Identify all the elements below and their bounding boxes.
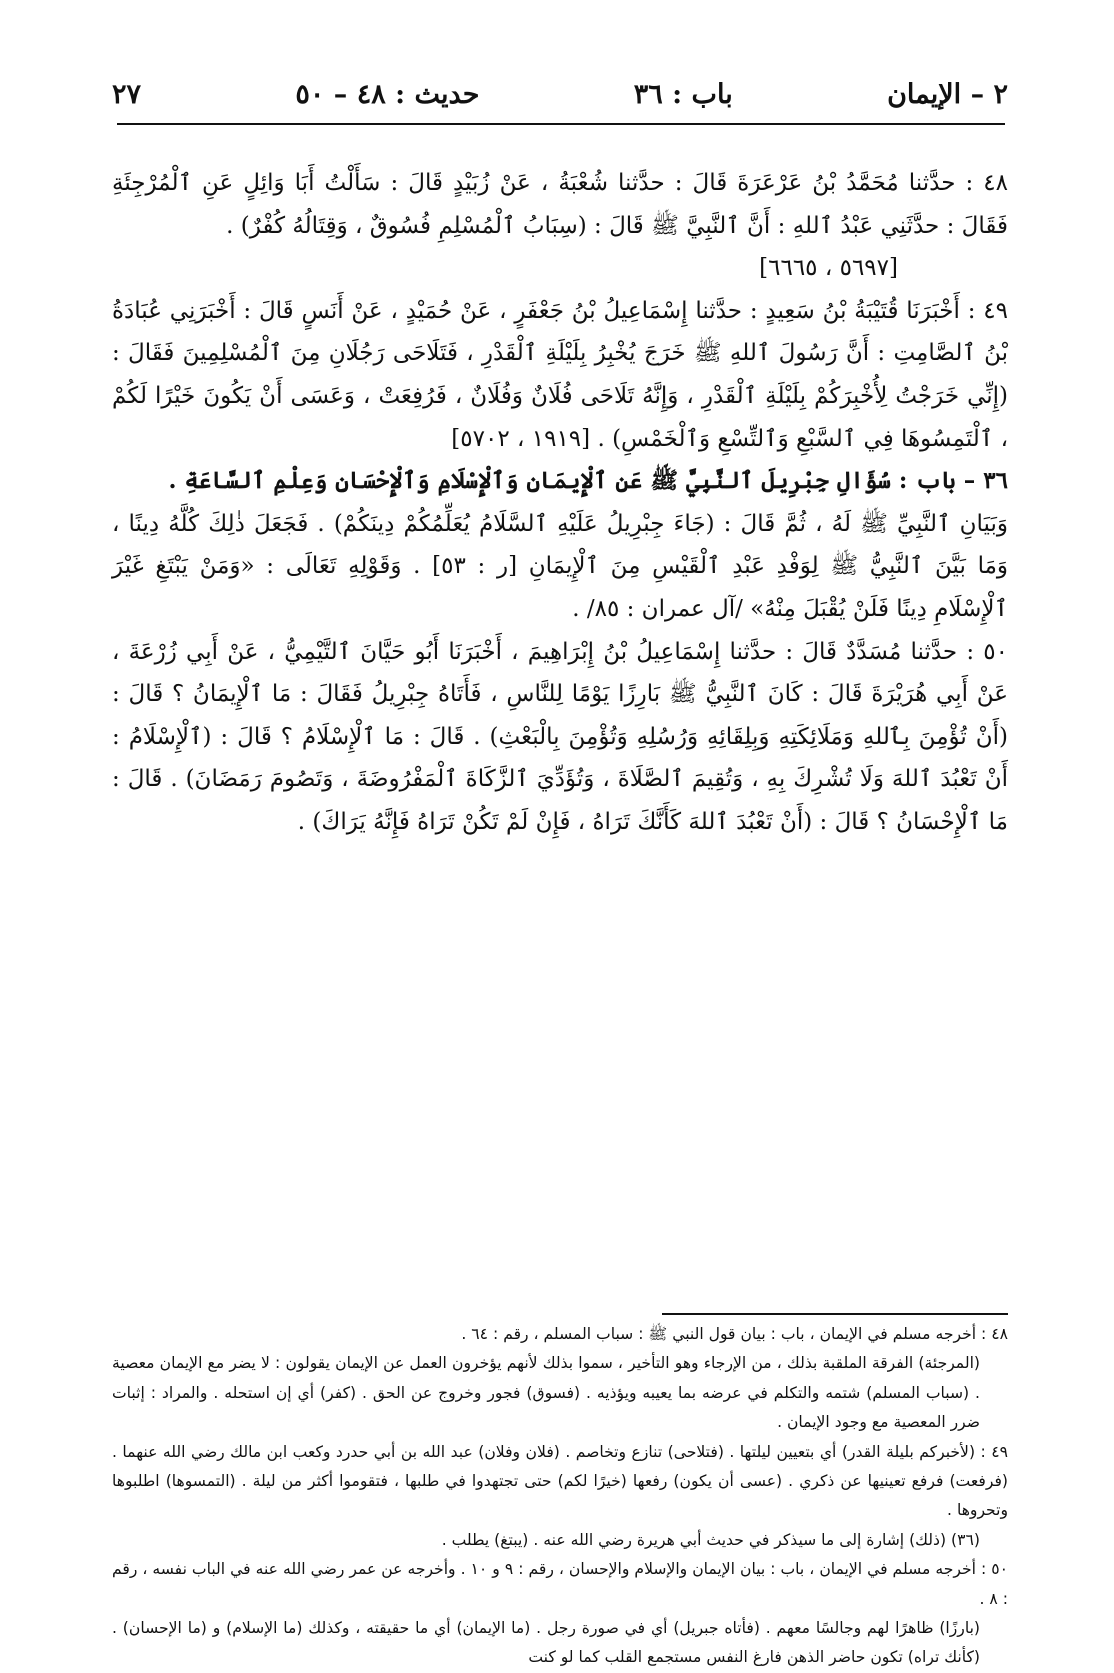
note-50-explanation: (بارزًا) ظاهرًا لهم وجالسًا معهم . (فأتاه جبريل) أي في صورة رجل . (ما الإيمان) أي ما حقيقته ، وكذلك (ما الإسلام) و (ما الإحسان) . (كأنك تراه) تكون حاضر الذهن فارغ النفس مستجمع القلب كما لو كنت [112,1619,980,1667]
page-number: ٢٧ [112,79,142,110]
footnote-divider [662,1313,1008,1315]
footnotes [112,1320,1008,1673]
chapter-heading-36: ٣٦ – باب : سُؤَالِ جِبْرِيلَ ٱلنَّبِيَّ ﷺ عَنِ ٱلْإِيمَانِ وَٱلْإِسْلَامِ وَٱلْإِحْسَانِ وَعِلْمِ ٱلسَّاعَةِ . [168,467,1008,495]
header-hadith-range: حديث : ٤٨ – ٥٠ [295,79,480,110]
note-48: ٤٨ : أخرجه مسلم في الإيمان ، باب : بيان قول النبي ﷺ : سباب المسلم ، رقم : ٦٤ . [461,1325,1008,1343]
header-divider [117,123,1005,125]
hadith-48: ٤٨ : حدَّثنا مُحَمَّدُ بْنُ عَرْعَرَةَ قَالَ : حدَّثنا شُعْبَةُ ، عَنْ زُبَيْدٍ قَالَ : سَأَلْتُ أَبَا وَائِلٍ عَنِ ٱلْمُرْجِئَةِ فَقَالَ : حدَّثَنِي عَبْدُ ٱللهِ : أَنَّ ٱلنَّبِيَّ ﷺ قَالَ : (سِبَابُ ٱلْمُسْلِمِ فُسُوقٌ ، وَقِتَالُهُ كُفْرٌ) . [112,170,1008,239]
running-header [112,66,1008,124]
hadith-48-refs: [٥٦٩٧ ، ٦٦٦٥] [759,255,898,282]
note-50: ٥٠ : أخرجه مسلم في الإيمان ، باب : بيان الإيمان والإسلام والإحسان ، رقم : ٩ و ١٠ . وأخرجه عن عمر رضي الله عنه في الباب نفسه ، رقم : ٨ . [112,1560,1008,1608]
note-36: (٣٦) (ذلك) إشارة إلى ما سيذكر في حديث أبي هريرة رضي الله عنه . (يبتغ) يطلب . [441,1530,980,1549]
hadith-50: ٥٠ : حدَّثنا مُسَدَّدٌ قَالَ : حدَّثنا إِسْمَاعِيلُ بْنُ إِبْرَاهِيمَ ، أَخْبَرَنَا أَبُو حَيَّانَ ٱلتَّيْمِيُّ ، عَنْ أَبِي زُرْعَةَ ، عَنْ أَبِي هُرَيْرَةَ قَالَ : كَانَ ٱلنَّبِيُّ ﷺ بَارِزًا يَوْمًا لِلنَّاسِ ، فَأَتَاهُ جِبْرِيلُ فَقَالَ : مَا ٱلْإِيمَانُ ؟ قَالَ : (أَنْ تُؤْمِنَ بِٱللهِ وَمَلَائِكَتِهِ وَبِلِقَائِهِ وَرُسُلِهِ وَتُؤْمِنَ بِالْبَعْثِ) . قَالَ : مَا ٱلْإِسْلَامُ ؟ قَالَ : (ٱلْإِسْلَامُ : أَنْ تَعْبُدَ ٱللهَ وَلَا تُشْرِكَ بِهِ ، وَتُقِيمَ ٱلصَّلَاةَ ، وَتُؤَدِّيَ ٱلزَّكَاةَ ٱلْمَفْرُوضَةَ ، وَتَصُومَ رَمَضَانَ) . قَالَ : مَا ٱلْإِحْسَانُ ؟ قَالَ : (أَنْ تَعْبُدَ ٱللهَ كَأَنَّكَ تَرَاهُ ، فَإِنْ لَمْ تَكُنْ تَرَاهُ فَإِنَّهُ يَرَاكَ) . [112,638,1008,835]
hadith-49: ٤٩ : أَخْبَرَنَا قُتَيْبَةُ بْنُ سَعِيدٍ : حدَّثنا إِسْمَاعِيلُ بْنُ جَعْفَرٍ ، عَنْ حُمَيْدٍ ، عَنْ أَنَسٍ قَالَ : أَخْبَرَنِي عُبَادَةُ بْنُ ٱلصَّامِتِ : أَنَّ رَسُولَ ٱللهِ ﷺ خَرَجَ يُخْبِرُ بِلَيْلَةِ ٱلْقَدْرِ ، فَتَلَاحَى رَجُلَانِ مِنَ ٱلْمُسْلِمِينَ فَقَالَ : (إِنِّي خَرَجْتُ لِأُخْبِرَكُمْ بِلَيْلَةِ ٱلْقَدْرِ ، وَإِنَّهُ تَلَاحَى فُلَانٌ وَفُلَانٌ ، فَرُفِعَتْ ، وَعَسَى أَنْ يَكُونَ خَيْرًا لَكُمْ ، ٱلْتَمِسُوهَا فِي ٱلسَّبْعِ وَٱلتِّسْعِ وَٱلْخَمْسِ) . [١٩١٩ ، ٥٧٠٢] [112,297,1008,452]
note-49: ٤٩ : (لأخبركم بليلة القدر) أي بتعيين ليلتها . (فتلاحى) تنازع وتخاصم . (فلان وفلان) عبد الله بن أبي حدرد وكعب ابن مالك رضي الله عنهما . (فرفعت) فرفع تعينيها عن ذكري . (عسى أن يكون) رفعها (خيرًا لكم) حتى تجتهدوا في طلبها ، فتقوموا أكثر من ليلة . (التمسوها) اطلبوها وتحروها . [112,1442,1008,1520]
header-chapter: ٢ – الإيمان [887,79,1008,110]
chapter-36-text: وَبَيَانِ ٱلنَّبِيِّ ﷺ لَهُ ، ثُمَّ قَالَ : (جَاءَ جِبْرِيلُ عَلَيْهِ ٱلسَّلَامُ يُعَلِّمُكُمْ دِينَكُمْ) . فَجَعَلَ ذٰلِكَ كُلَّهُ دِينًا ، وَمَا بَيَّنَ ٱلنَّبِيُّ ﷺ لِوَفْدِ عَبْدِ ٱلْقَيْسِ مِنَ ٱلْإِيمَانِ [ر : ٥٣] . وَقَوْلِهِ تَعَالَى : «وَمَنْ يَبْتَغِ غَيْرَ ٱلْإِسْلَامِ دِينًا فَلَنْ يُقْبَلَ مِنْهُ» /آل عمران : ٨٥/ . [112,510,1009,622]
main-text [112,162,1008,844]
note-48-explanation: (المرجئة) الفرقة الملقبة بذلك ، من الإرجاء وهو التأخير ، سموا بذلك لأنهم يؤخرون العمل عن الإيمان يقولون : لا يضر مع الإيمان معصية . (سباب المسلم) شتمه والتكلم في عرضه بما يعيبه ويؤذيه . (فسوق) فجور وخروج عن الحق . (كفر) أي إن استحله . والمراد : إثبات ضرر المعصية مع وجود الإيمان . [112,1354,980,1432]
header-bab: باب : ٣٦ [633,79,733,110]
